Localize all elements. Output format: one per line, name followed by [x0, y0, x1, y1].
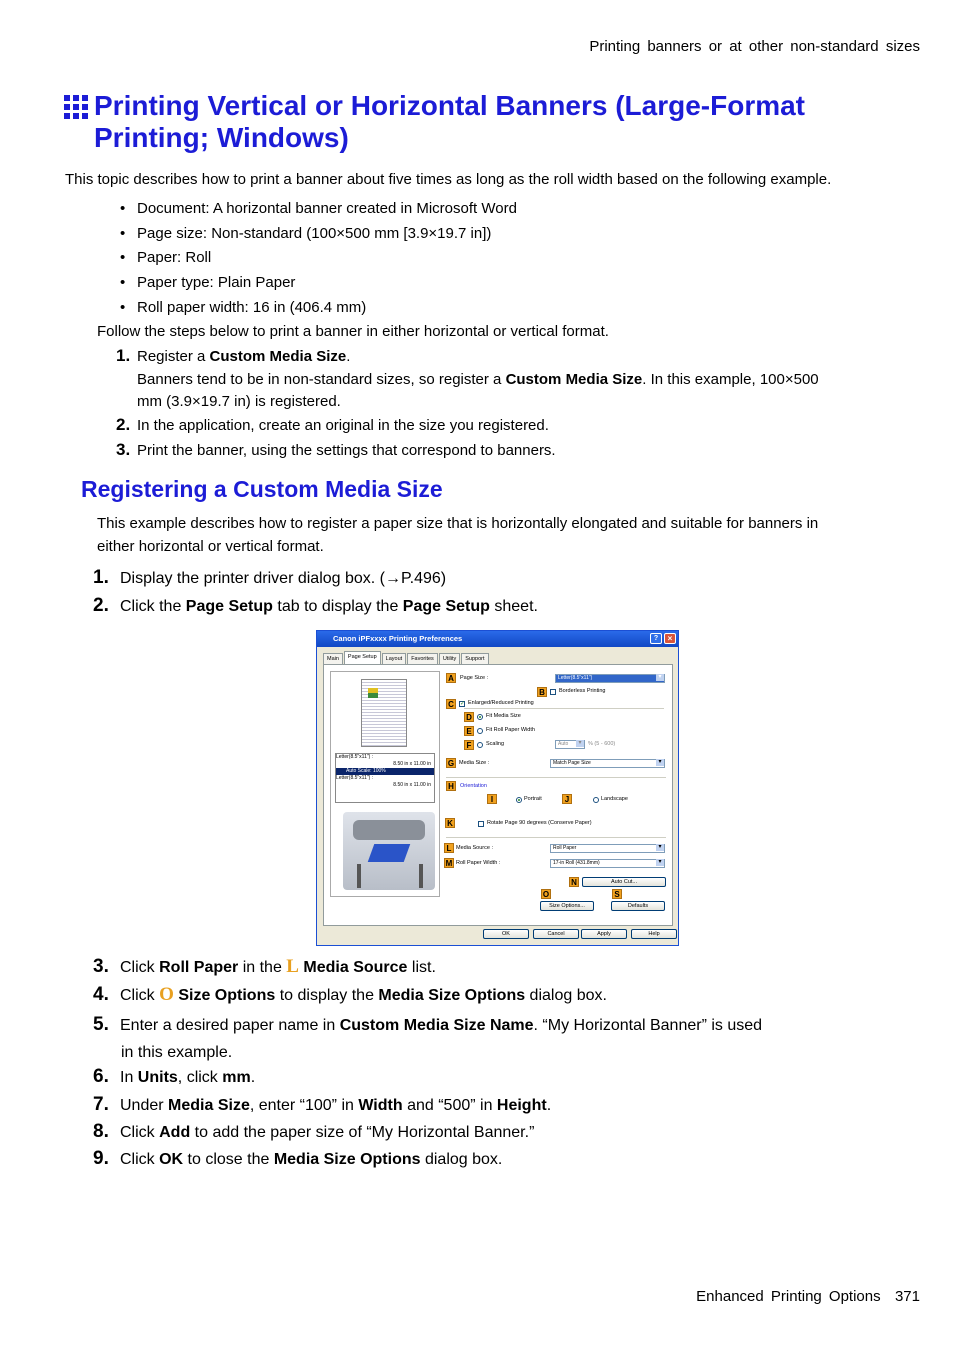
roll-width-label: Roll Paper Width :: [456, 860, 501, 866]
label-l: L: [444, 843, 454, 853]
step-bold: Units: [137, 1069, 178, 1086]
divider: [446, 837, 666, 838]
list-item: • Paper: Roll: [120, 248, 517, 273]
step-text: sheet.: [489, 598, 538, 615]
step-b4: [93, 984, 607, 1007]
list-item: • Roll paper width: 16 in (406.4 mm): [120, 298, 517, 323]
step-text: Register a: [137, 348, 210, 365]
step-bold: Custom Media Size: [209, 348, 347, 365]
step-bold: OK: [159, 1151, 184, 1168]
preview-pane: [330, 671, 440, 897]
size-options-button[interactable]: Size Options...: [540, 901, 594, 911]
step-text: dialog box.: [420, 1151, 503, 1168]
size-info-text: Auto Scale: 100%: [336, 768, 434, 775]
step-text: In: [120, 1069, 138, 1086]
media-source-combo[interactable]: Roll Paper ▾: [550, 844, 665, 853]
step-number: 2.: [116, 415, 131, 434]
section-intro-line: This example describes how to register a paper size that is horizontally elongated and suitable for banners in: [97, 515, 819, 532]
step-number: 4.: [93, 984, 109, 1005]
label-e: E: [464, 726, 474, 736]
dialog-tabs: [323, 653, 489, 664]
label-g: G: [447, 759, 455, 768]
step-text: Print the banner, using the settings that correspond to banners.: [137, 442, 556, 459]
portrait-radio[interactable]: [516, 797, 522, 803]
step-b5: [93, 1011, 762, 1066]
printing-preferences-dialog: [316, 630, 679, 946]
step-number: 3.: [116, 440, 131, 459]
size-info-text: Letter(8.5"x11") :: [336, 754, 374, 760]
tab-main[interactable]: Main: [323, 653, 343, 664]
step-bold: Size Options: [178, 987, 276, 1004]
step-bold: Custom Media Size Name: [339, 1017, 534, 1034]
step-a2: [116, 414, 549, 437]
label-d: D: [464, 712, 474, 722]
step-text: Under: [120, 1097, 169, 1114]
page-size-label: Page Size :: [460, 675, 489, 681]
note-text: mm (3.9×19.7 in) is registered.: [137, 393, 341, 410]
step-text: .: [346, 348, 351, 365]
step-number: 3.: [93, 956, 109, 977]
step-a1: [116, 345, 350, 368]
step-bold: Width: [358, 1097, 403, 1114]
step-number: 5.: [93, 1014, 109, 1035]
fit-roll-label: Fit Roll Paper Width: [486, 727, 535, 733]
enlarged-label: Enlarged/Reduced Printing: [468, 700, 534, 706]
step-bold: Height: [496, 1097, 547, 1114]
step-bold: Media Source: [303, 959, 408, 976]
scaling-label: Scaling: [486, 741, 505, 747]
roll-width-combo[interactable]: 17-in Roll (431.8mm) ▾: [550, 859, 665, 868]
step-text: , click: [177, 1069, 223, 1086]
landscape-radio[interactable]: [593, 797, 599, 803]
label-j: J: [562, 794, 572, 804]
page-title-line1: Printing Vertical or Horizontal Banners (Large-Format: [94, 90, 806, 121]
tab-page-setup[interactable]: Page Setup: [344, 651, 381, 664]
dialog-titlebar: [317, 631, 678, 647]
running-header: Printing banners or at other non-standard sizes: [589, 38, 920, 55]
step-number: 1.: [93, 567, 109, 588]
step-text: list.: [407, 959, 436, 976]
step-bold: Page Setup: [185, 598, 273, 615]
rotate-label: Rotate Page 90 degrees (Conserve Paper): [487, 820, 592, 826]
note-text: Banners tend to be in non-standard sizes, so register a: [137, 371, 506, 388]
step-a1-note: [137, 369, 819, 413]
tab-favorites[interactable]: Favorites: [407, 653, 438, 664]
label-h: H: [446, 781, 456, 791]
scaling-range: % (5 - 600): [588, 741, 616, 747]
step-text: Click: [120, 987, 160, 1004]
step-text: in the: [238, 959, 287, 976]
step-text: Click: [120, 1151, 160, 1168]
media-size-label: Media Size :: [459, 760, 490, 766]
dialog-title: Canon iPFxxxx Printing Preferences: [333, 634, 463, 643]
borderless-checkbox[interactable]: [550, 689, 556, 695]
help-icon[interactable]: ?: [650, 633, 662, 644]
step-number: 2.: [93, 595, 109, 616]
label-n: N: [569, 877, 579, 887]
step-b9: [93, 1148, 502, 1171]
defaults-button[interactable]: Defaults: [611, 901, 665, 911]
grid-icon: [64, 95, 88, 119]
step-text: and “500” in: [402, 1097, 497, 1114]
section-title: Registering a Custom Media Size: [81, 476, 443, 502]
label-s: S: [612, 889, 622, 899]
fit-roll-radio[interactable]: [477, 728, 483, 734]
tab-layout[interactable]: Layout: [382, 653, 407, 664]
close-icon[interactable]: ×: [664, 633, 676, 644]
label-k: K: [445, 818, 455, 828]
page-setup-panel: [323, 664, 673, 926]
list-item: • Page size: Non-standard (100×500 mm [3.9×19.7 in]): [120, 224, 517, 249]
footer-text: Enhanced Printing Options: [696, 1288, 881, 1305]
step-b3: [93, 956, 436, 979]
step-bold: mm: [222, 1069, 251, 1086]
enlarged-checkbox[interactable]: [459, 701, 465, 707]
step-number: 8.: [93, 1121, 109, 1142]
fit-media-label: Fit Media Size: [486, 713, 521, 719]
step-text: to display the: [275, 987, 379, 1004]
label-i: I: [487, 794, 497, 804]
label-m: M: [445, 859, 453, 868]
step-b8: [93, 1121, 534, 1144]
help-button[interactable]: Help: [631, 929, 677, 939]
step-text: .: [546, 1097, 552, 1114]
section-intro: [97, 512, 818, 558]
step-text: Click: [120, 1124, 160, 1141]
page-number: 371: [894, 1288, 920, 1305]
step-text: , enter “100” in: [249, 1097, 359, 1114]
list-item: • Paper type: Plain Paper: [120, 273, 517, 298]
intro-paragraph: This topic describes how to print a banner about five times as long as the roll width based on the following example.: [65, 171, 832, 188]
step-b2: [93, 595, 538, 618]
section-intro-line: either horizontal or vertical format.: [97, 538, 324, 555]
apply-button[interactable]: Apply: [581, 929, 627, 939]
label-f: F: [464, 740, 474, 750]
step-b7: [93, 1094, 551, 1117]
divider: [446, 777, 666, 778]
step-a3: [116, 439, 556, 462]
size-info-text: Letter(8.5"x11") :: [336, 775, 374, 781]
step-text: Enter a desired paper name in: [120, 1017, 340, 1034]
label-a: A: [446, 673, 456, 683]
divider: [464, 708, 664, 709]
step-bold: Roll Paper: [159, 959, 239, 976]
list-item: • Document: A horizontal banner created in Microsoft Word: [120, 199, 517, 224]
note-bold: Custom Media Size: [505, 371, 643, 388]
media-size-combo[interactable]: Match Page Size ▾: [550, 759, 665, 768]
step-bold: Add: [159, 1124, 191, 1141]
step-text: . “My Horizontal Banner” is used: [533, 1017, 763, 1034]
tab-support[interactable]: Support: [461, 653, 488, 664]
label-l-icon: L: [286, 956, 299, 977]
step-text: .: [250, 1069, 256, 1086]
orientation-label: Orientation: [460, 783, 487, 789]
scaling-radio[interactable]: [477, 742, 483, 748]
step-bold: Media Size Options: [273, 1151, 421, 1168]
step-number: 9.: [93, 1148, 109, 1169]
label-b: B: [537, 687, 547, 697]
label-o: O: [542, 890, 550, 899]
follow-text: Follow the steps below to print a banner in either horizontal or vertical format.: [97, 323, 609, 340]
cancel-button[interactable]: Cancel: [533, 929, 579, 939]
step-number: 6.: [93, 1066, 109, 1087]
note-text: . In this example, 100×500: [642, 371, 819, 388]
size-info-text: 8.50 in x 11.00 in: [393, 761, 431, 767]
step-text: In the application, create an original in the size you registered.: [137, 417, 549, 434]
page-title-line2: Printing; Windows): [94, 122, 349, 153]
size-info-box: [335, 753, 435, 803]
auto-cut-button[interactable]: Auto Cut...: [582, 877, 666, 887]
label-c: C: [446, 699, 456, 709]
fit-media-radio[interactable]: [477, 714, 483, 720]
page-size-combo[interactable]: Letter(8.5"x11") ▾: [555, 674, 665, 683]
media-source-label: Media Source :: [456, 845, 493, 851]
page-title: [94, 90, 894, 154]
step-number: 1.: [116, 346, 131, 365]
step-b1: [93, 567, 446, 590]
landscape-label: Landscape: [601, 796, 628, 802]
size-info-text: 8.50 in x 11.00 in: [393, 782, 431, 788]
step-text: Click the: [120, 598, 186, 615]
step-bold: Media Size: [168, 1097, 250, 1114]
running-footer: [696, 1288, 920, 1305]
step-bold: Page Setup: [402, 598, 490, 615]
step-bold: Media Size Options: [378, 987, 526, 1004]
step-text: Display the printer driver dialog box. (→P.496): [120, 570, 447, 587]
step-text: dialog box.: [525, 987, 607, 1004]
example-list: [120, 199, 517, 322]
step-text: to close the: [183, 1151, 274, 1168]
step-number: 7.: [93, 1094, 109, 1115]
page-thumbnail: [361, 679, 407, 747]
rotate-checkbox[interactable]: [478, 821, 484, 827]
printer-illustration: [343, 812, 435, 890]
step-b6: [93, 1066, 255, 1089]
step-text: in this example.: [121, 1044, 233, 1061]
label-o-icon: O: [159, 984, 174, 1005]
step-text: Click: [120, 959, 160, 976]
scaling-input[interactable]: Auto ▾: [555, 740, 585, 749]
portrait-label: Portrait: [524, 796, 542, 802]
step-text: tab to display the: [272, 598, 403, 615]
borderless-label: Borderless Printing: [559, 688, 606, 694]
step-text: to add the paper size of “My Horizontal Banner.”: [190, 1124, 535, 1141]
ok-button[interactable]: OK: [483, 929, 529, 939]
tab-utility[interactable]: Utility: [439, 653, 460, 664]
